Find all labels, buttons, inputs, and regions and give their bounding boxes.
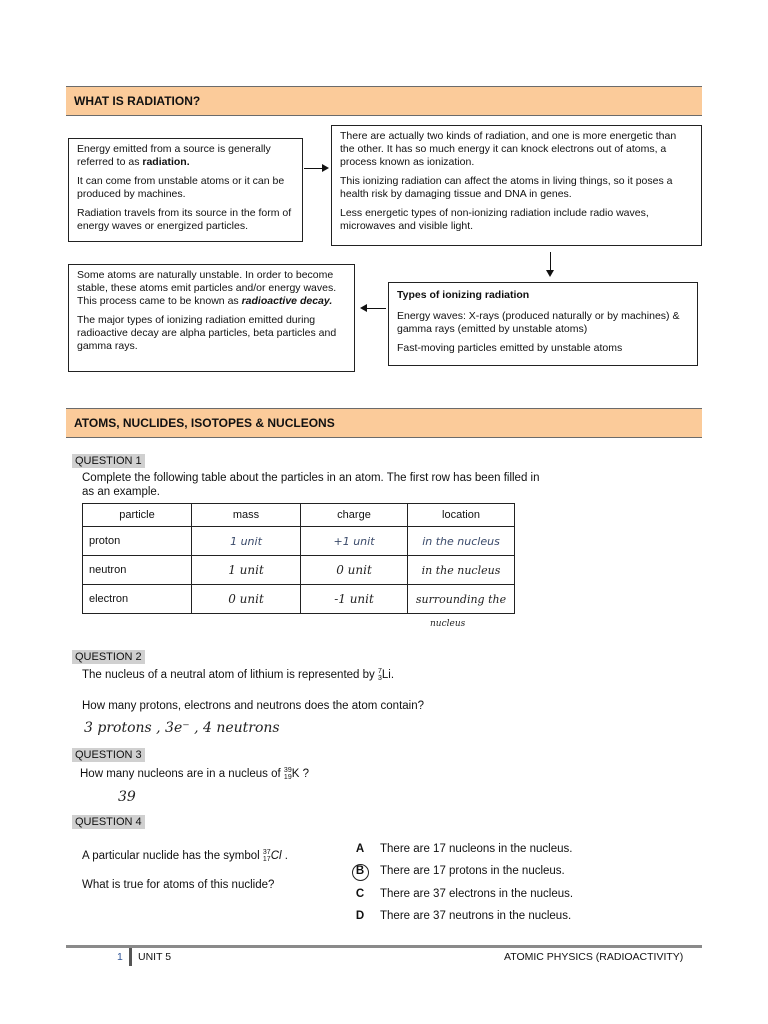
- table-cell: in the nucleus: [408, 527, 515, 556]
- option-letter: A: [355, 843, 365, 855]
- question-label: QUESTION 4: [72, 815, 145, 829]
- section-header-atoms: [66, 408, 702, 438]
- handwritten-answer[interactable]: 39: [118, 789, 136, 805]
- footer-title: ATOMIC PHYSICS (RADIOACTIVITY): [504, 951, 684, 963]
- arrowhead-icon: [322, 164, 329, 172]
- info-box-radiation-definition: [68, 138, 303, 242]
- option-text: There are 17 nucleons in the nucleus.: [380, 843, 573, 855]
- box-text: This ionizing radiation can affect the atoms in living things, so it poses a health risk by damaging tissue and DNA in genes.: [340, 175, 673, 200]
- handwritten-answer[interactable]: in the nucleus: [408, 556, 515, 585]
- table-cell: 1 unit: [192, 527, 301, 556]
- table-row: [83, 527, 515, 556]
- arrowhead-icon: [360, 304, 367, 312]
- mass-number: 39: [283, 767, 292, 774]
- section-header-radiation: [66, 86, 702, 116]
- arrow-down-icon: [550, 252, 551, 272]
- box-title: Types of ionizing radiation: [397, 289, 530, 301]
- box-text-bold-italic: radioactive decay.: [241, 295, 333, 307]
- handwritten-answer[interactable]: 3 protons , 3e⁻ , 4 neutrons: [84, 720, 280, 736]
- info-box-types-of-ionizing-radiation: [388, 282, 698, 366]
- question-label: QUESTION 3: [72, 748, 145, 762]
- atomic-number: 3: [377, 675, 382, 682]
- footer-separator: [129, 948, 132, 966]
- box-text: Fast-moving particles emitted by unstable atoms: [397, 342, 623, 354]
- option-text: There are 17 protons in the nucleus.: [380, 865, 565, 877]
- box-text: Energy emitted from a source is generally referred to as: [77, 143, 271, 168]
- option-text: There are 37 electrons in the nucleus.: [380, 888, 574, 900]
- question-text: [82, 668, 394, 682]
- mass-number: 7: [377, 668, 382, 675]
- question-label: QUESTION 2: [72, 650, 145, 664]
- box-text: It can come from unstable atoms or it can be produced by machines.: [77, 175, 285, 200]
- arrow-right-icon: [304, 168, 324, 169]
- nuclide-numbers: [263, 849, 271, 863]
- info-box-radioactive-decay: [68, 264, 355, 372]
- section-title: WHAT IS RADIATION?: [74, 94, 201, 108]
- nuclide-numbers: [284, 767, 292, 781]
- table-cell: +1 unit: [301, 527, 408, 556]
- table-row: [83, 585, 515, 614]
- element-symbol: Cl: [270, 850, 282, 863]
- footer-divider: [66, 945, 702, 948]
- question-text-part: How many nucleons are in a nucleus of: [80, 768, 284, 781]
- box-text: Energy waves: X-rays (produced naturally or by machines) & gamma rays (emitted by unstable atoms): [397, 310, 680, 335]
- box-text: Radiation travels from its source in the form of energy waves or energized particles.: [77, 207, 292, 232]
- table-header: particle: [83, 504, 192, 527]
- table-header: mass: [192, 504, 301, 527]
- page-number: 1: [117, 951, 123, 963]
- arrowhead-icon: [546, 270, 554, 277]
- table-row: [83, 556, 515, 585]
- table-header: charge: [301, 504, 408, 527]
- handwritten-answer[interactable]: 1 unit: [192, 556, 301, 585]
- question-text: [82, 849, 288, 863]
- arrow-left-icon: [366, 308, 386, 309]
- question-text: Complete the following table about the particles in an atom. The first row has been filled in as an example.: [82, 472, 540, 498]
- box-text: The major types of ionizing radiation emitted during radioactive decay are alpha particles, beta particles and gamma rays.: [77, 314, 337, 352]
- box-text: Less energetic types of non-ionizing radiation include radio waves, microwaves and visible light.: [340, 207, 649, 232]
- table-header-row: [83, 504, 515, 527]
- handwritten-answer[interactable]: surrounding the: [408, 585, 515, 614]
- option-letter: D: [355, 910, 365, 922]
- handwritten-answer[interactable]: 0 unit: [301, 556, 408, 585]
- option-letter: C: [355, 888, 365, 900]
- footer-unit: UNIT 5: [138, 951, 172, 963]
- box-text: Some atoms are naturally unstable. In order to become stable, these atoms emit particles and/or energy waves. This process came to be known as: [77, 269, 337, 307]
- question-text-part: .: [281, 850, 288, 863]
- handwritten-answer-continuation: nucleus: [430, 619, 466, 629]
- box-text-bold: radiation.: [142, 156, 190, 168]
- table-cell: proton: [83, 527, 192, 556]
- question-text-part: A particular nuclide has the symbol: [82, 850, 263, 863]
- question-text: [80, 767, 309, 781]
- info-box-ionizing-radiation: [331, 125, 702, 246]
- particles-table: [82, 503, 515, 614]
- question-text-part: The nucleus of a neutral atom of lithium is represented by: [82, 669, 378, 682]
- question-text-part: .: [390, 669, 395, 682]
- table-header: location: [408, 504, 515, 527]
- mass-number: 37: [262, 849, 271, 856]
- question-text: How many protons, electrons and neutrons does the atom contain?: [82, 700, 425, 712]
- box-text: There are actually two kinds of radiation, and one is more energetic than the other. It has so much energy it can knock electrons out of atoms, a process known as ionization.: [340, 130, 677, 168]
- section-title: ATOMS, NUCLIDES, ISOTOPES & NUCLEONS: [74, 416, 335, 430]
- table-cell: electron: [83, 585, 192, 614]
- element-symbol: Li: [381, 669, 391, 682]
- handwritten-answer[interactable]: -1 unit: [301, 585, 408, 614]
- element-symbol: K: [291, 768, 300, 781]
- question-label: QUESTION 1: [72, 454, 145, 468]
- option-text: There are 37 neutrons in the nucleus.: [380, 910, 572, 922]
- option-letter: B: [355, 865, 365, 877]
- atomic-number: 17: [262, 856, 271, 863]
- question-text: What is true for atoms of this nuclide?: [82, 879, 275, 891]
- atomic-number: 19: [283, 774, 292, 781]
- table-cell: neutron: [83, 556, 192, 585]
- question-text-part: ?: [299, 768, 309, 781]
- handwritten-answer[interactable]: 0 unit: [192, 585, 301, 614]
